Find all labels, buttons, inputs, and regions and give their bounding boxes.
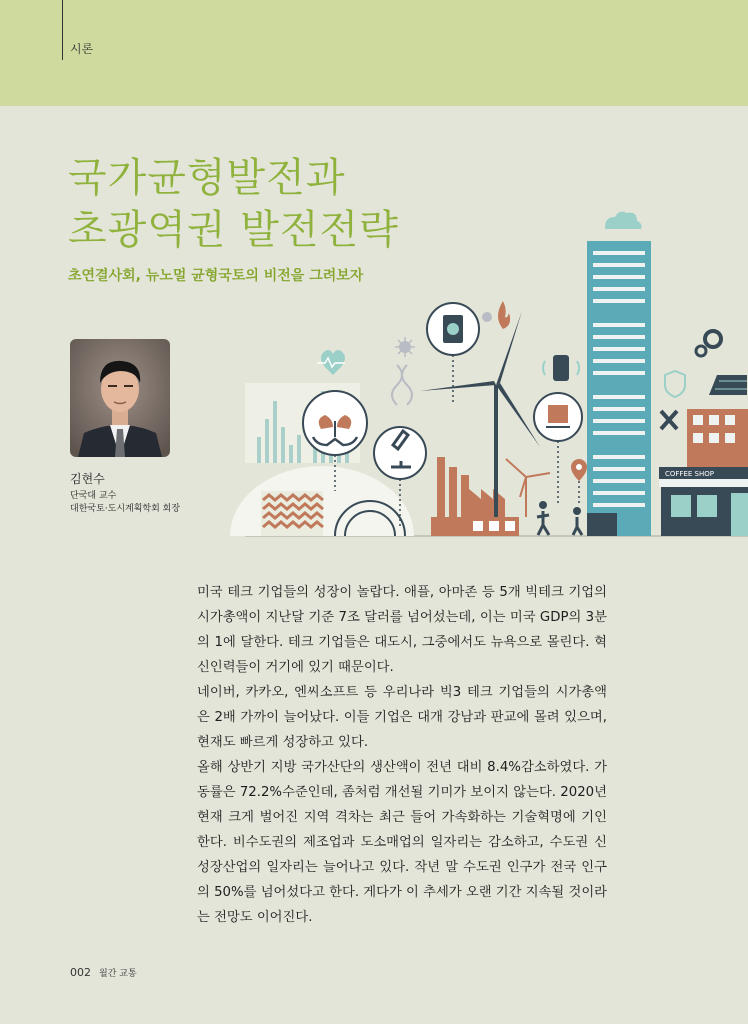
virus-icon — [395, 337, 415, 357]
page-number: 002 — [70, 966, 91, 979]
flame-icon — [498, 301, 510, 329]
article-body — [197, 580, 607, 930]
dna-icon — [392, 365, 412, 405]
title-line-1: 국가균형발전과 — [68, 155, 346, 201]
coffee-shop — [659, 409, 748, 536]
top-band — [0, 0, 748, 106]
gear-small-icon — [482, 312, 492, 322]
body-paragraph-2: 네이버, 카카오, 엔씨소프트 등 우리나라 빅3 테크 기업들의 시가총액은 2배 가까이 늘어났다. 이들 기업은 대개 강남과 판교에 몰려 있으며, 현재도 빠르게 성장하고 있다. — [197, 685, 607, 750]
heart-monitor-icon — [317, 350, 345, 375]
author-affiliation-2: 대한국토·도시계획학회 회장 — [70, 504, 181, 514]
person-walking-2 — [573, 507, 582, 535]
author-info — [70, 470, 180, 516]
person-walking — [537, 501, 549, 535]
solar-panel — [709, 375, 747, 395]
shop-sign: COFFEE SHOP — [665, 470, 714, 478]
body-paragraph-3: 올해 상반기 지방 국가산단의 생산액이 전년 대비 8.4%감소하였다. 가동률은 72.2%수준인데, 좀처럼 개선될 기미가 보이지 않는다. 2020년 현재 크게 벌어진 지역 격차는 최근 들어 가속화하는 기술혁명에 기인한다. 비수도권의 제조업과 도소매업의 일자리는 감소하고, 수도권 신성장산업의 일자리는 늘어나고 있다. 작년 말 수도권 인구가 전국 인구의 50%를 넘어섰다고 한다. 게다가 이 추세가 오랜 기간 지속될 것이라는 전망도 이어진다. — [197, 760, 608, 925]
location-pin-icon — [571, 459, 587, 481]
section-label: 시론 — [70, 42, 94, 56]
magazine-name: 월간 교통 — [99, 969, 137, 979]
author-name: 김현수 — [70, 472, 105, 486]
tools-icon — [661, 411, 677, 429]
title-line-2: 초광역권 발전전략 — [68, 207, 399, 253]
voting-hand-icon — [534, 393, 582, 441]
tall-building — [587, 241, 651, 536]
recycle-bin-icon — [427, 303, 479, 355]
mobile-phone-icon — [543, 355, 579, 381]
microscope-icon — [374, 427, 426, 479]
author-photo — [70, 339, 170, 457]
shield-icon — [665, 371, 685, 397]
factory — [431, 457, 519, 536]
body-paragraph-1: 미국 테크 기업들의 성장이 놀랍다. 애플, 아마존 등 5개 빅테크 기업의 시가총액이 지난달 기준 7조 달러를 넘어섰는데, 이는 미국 GDP의 3분의 1에 달한다. 테크 기업들은 대도시, 그중에서도 뉴욕으로 몰린다. 혁신인력들이 거기에 있기 때문이다. — [197, 585, 607, 675]
author-affiliation-1: 단국대 교수 — [70, 491, 117, 501]
page-footer — [70, 966, 137, 979]
article-subtitle: 초연결사회, 뉴노멀 균형국토의 비전을 그려보자 — [68, 268, 364, 284]
cloud-icon — [605, 212, 642, 229]
plant-hands-icon — [303, 391, 367, 455]
header-rule — [62, 0, 63, 60]
city-illustration — [225, 205, 748, 544]
brick-block — [261, 491, 323, 536]
gear-icon — [696, 331, 721, 356]
